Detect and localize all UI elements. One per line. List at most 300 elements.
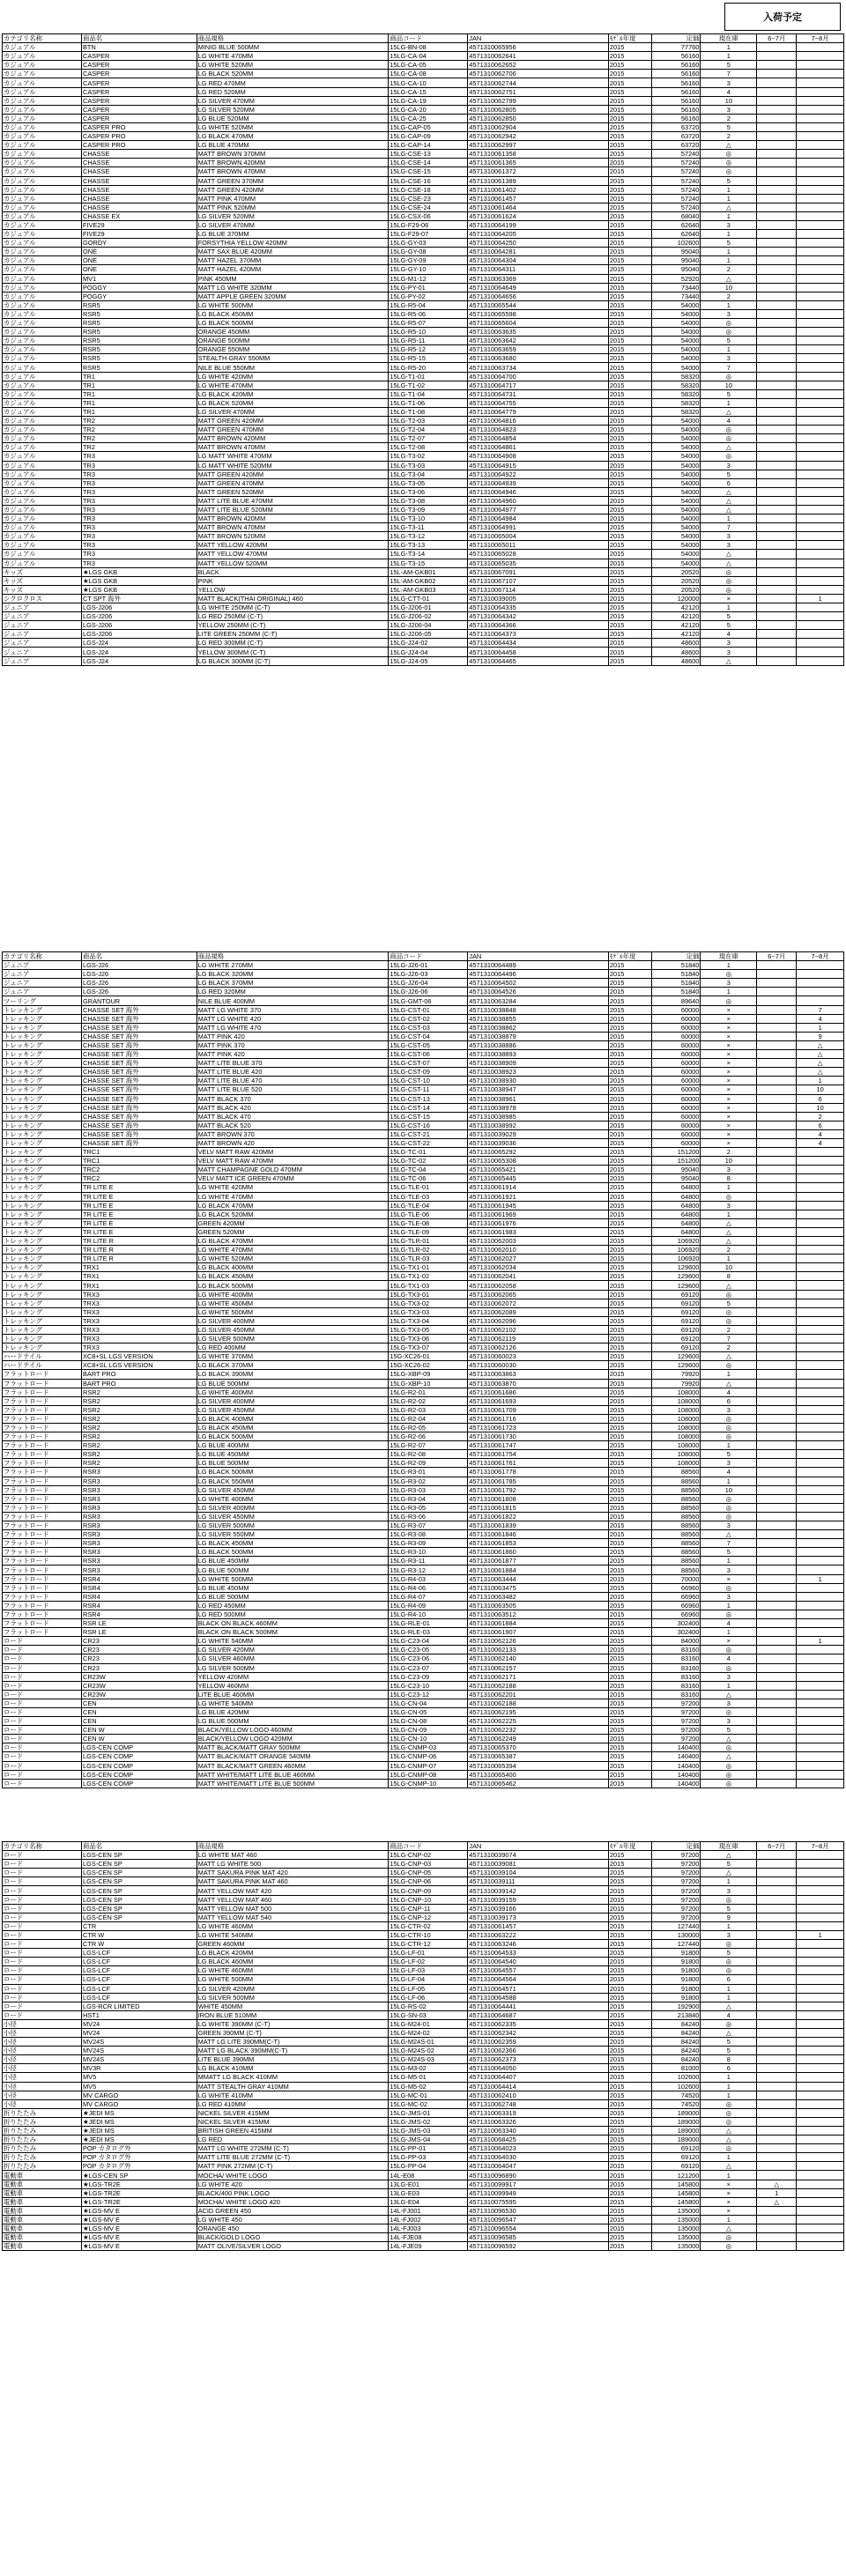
cell-product-name: ★LGS GKB [81,567,197,576]
cell-category: ロード [3,1637,82,1646]
cell-jun-jul [757,1485,797,1494]
cell-jan: 4571310061976 [468,1218,609,1227]
cell-product-name: CHASSE SET 海外 [81,1138,197,1147]
cell-jun-jul [757,1157,797,1166]
cell-model-year: 2015 [608,434,651,443]
cell-product-code: 15LG-CST-05 [389,1040,468,1049]
cell-spec: LG WHITE 250MM (C-T) [197,603,389,612]
cell-jan: 4571310064458 [468,648,609,656]
cell-product-name: RSR3 [81,1548,197,1557]
cell-product-name: CHASSE SET 海外 [81,1014,197,1023]
cell-stock: ◎ [701,1770,757,1779]
cell-product-name: TR2 [81,426,197,434]
cell-category: カジュアル [3,426,82,434]
cell-model-year: 2015 [608,2099,651,2108]
column-header-product-name: 商品名 [81,1842,197,1851]
table-row [3,970,844,979]
inventory-table [2,1841,844,2251]
cell-jun-jul [757,1246,797,1255]
cell-price: 60000 [652,1077,701,1085]
cell-jul-aug [797,150,844,159]
cell-product-name: LGS-LCF [81,1966,197,1975]
cell-jul-aug [797,2038,844,2047]
cell-stock: 1 [701,52,757,61]
cell-spec: MATT BROWN 370MM [197,150,389,159]
cell-product-name: FIVE29 [81,230,197,239]
cell-spec: LG SILVER 450MM [197,1485,389,1494]
cell-spec: MATT APPLE GREEN 320MM [197,292,389,300]
cell-jan: 4571310061877 [468,1557,609,1566]
cell-model-year: 2015 [608,1726,651,1735]
cell-price: 58320 [652,381,701,389]
cell-jun-jul [757,630,797,639]
cell-spec: LG BLACK 500MM [197,1548,389,1557]
cell-category: カジュアル [3,239,82,248]
cell-price: 97200 [652,1699,701,1707]
cell-jun-jul [757,2162,797,2171]
cell-jul-aug [797,1485,844,1494]
cell-model-year: 2015 [608,1477,651,1485]
cell-price: 64800 [652,1192,701,1201]
cell-product-name: RSR2 [81,1405,197,1414]
cell-product-code: 15LG-XBP-09 [389,1370,468,1379]
cell-product-code: 13LG-E01 [389,2180,468,2188]
cell-jul-aug [797,1886,844,1895]
cell-jun-jul [757,1138,797,1147]
column-header-price: 定価 [652,952,701,961]
cell-product-code: 15LG-CSE-16 [389,176,468,185]
cell-jan: 4571310064414 [468,2082,609,2091]
cell-jan: 4571310064502 [468,979,609,988]
column-header-stock: 現在庫 [701,952,757,961]
cell-stock: 2 [701,1148,757,1157]
cell-price: 145800 [652,2180,701,2188]
cell-jun-jul [757,594,797,603]
cell-spec: MATT LG WHITE 500 [197,1860,389,1869]
cell-jan: 4571310067114 [468,585,609,594]
cell-stock: 2 [701,265,757,274]
cell-stock: △ [701,1752,757,1761]
cell-product-code: 15LG-R5-11 [389,337,468,345]
cell-product-name: POP カタログ外 [81,2153,197,2162]
cell-product-name: CEN [81,1707,197,1716]
cell-product-name: TRX3 [81,1299,197,1307]
cell-product-name: CR23W [81,1690,197,1699]
cell-category: カジュアル [3,345,82,354]
cell-stock: × [701,1068,757,1077]
cell-price: 121200 [652,2171,701,2180]
cell-product-code: 15LG-TX1-02 [389,1272,468,1281]
cell-jun-jul [757,452,797,461]
cell-jun-jul [757,1103,797,1112]
cell-category: カジュアル [3,461,82,470]
cell-model-year: 2015 [608,1281,651,1290]
cell-product-name: CHASSE [81,176,197,185]
column-header-jul-aug: 7~8月 [797,1842,844,1851]
table-row [3,328,844,337]
cell-product-name: RSR5 [81,354,197,363]
cell-stock: × [701,1129,757,1138]
cell-stock: × [701,1085,757,1094]
cell-model-year: 2015 [608,2197,651,2206]
cell-product-code: 15LG-GY-09 [389,256,468,265]
cell-price: 91800 [652,1958,701,1966]
cell-product-code: 15LG-CST-04 [389,1032,468,1040]
table-row [3,1886,844,1895]
cell-jan: 4571310064700 [468,372,609,381]
table-row [3,1761,844,1770]
cell-jan: 4571310096890 [468,2171,609,2180]
cell-product-code: 15LG-T3-05 [389,478,468,487]
cell-stock: 5 [701,1450,757,1459]
cell-category: カジュアル [3,443,82,452]
cell-spec: YELLOW [197,585,389,594]
cell-spec: MATT PINK 370 [197,1040,389,1049]
cell-spec: VELV MATT RAW 470MM [197,1157,389,1166]
cell-spec: LG SILVER 450MM [197,1512,389,1521]
cell-spec: LG BLACK 400MM [197,1414,389,1423]
cell-category: ハードテイル [3,1361,82,1370]
cell-product-name: FIVE29 [81,220,197,229]
cell-product-name: RSR3 [81,1468,197,1477]
cell-price: 58320 [652,407,701,416]
cell-model-year: 2015 [608,2215,651,2224]
cell-category: フラットロード [3,1441,82,1450]
cell-product-code: 15LG-R5-04 [389,300,468,309]
cell-category: 小径 [3,2099,82,2108]
cell-model-year: 2015 [608,1005,651,1014]
cell-jan: 4571310064656 [468,292,609,300]
cell-spec: LG BLACK 500MM [197,1468,389,1477]
cell-model-year: 2015 [608,1361,651,1370]
cell-stock: 1 [701,300,757,309]
cell-jun-jul [757,337,797,345]
cell-product-name: MV24 [81,2028,197,2037]
cell-stock: × [701,1005,757,1014]
cell-product-code: 15LG-JMS-03 [389,2127,468,2136]
cell-category: カジュアル [3,141,82,150]
table-row [3,2180,844,2188]
cell-category: カジュアル [3,43,82,52]
cell-stock: ◎ [701,970,757,979]
cell-category: トレッキング [3,1344,82,1352]
table-row [3,1388,844,1396]
cell-spec: LG BLACK 420MM [197,1949,389,1958]
cell-product-name: LGS-CEN SP [81,1877,197,1886]
cell-category: ロード [3,1726,82,1735]
cell-jun-jul [757,328,797,337]
cell-model-year: 2015 [608,2206,651,2215]
cell-jul-aug: 6 [797,1094,844,1103]
cell-category: フラットロード [3,1512,82,1521]
inventory-table [2,951,844,1788]
cell-spec: MATT WHITE/MATT LITE BLUE 460MM [197,1770,389,1779]
cell-product-code: 15LG-J24-04 [389,648,468,656]
cell-product-name: TR LITE R [81,1246,197,1255]
cell-stock: 5 [701,1299,757,1307]
cell-jul-aug [797,1512,844,1521]
cell-jun-jul [757,1681,797,1690]
cell-jan: 4571310061402 [468,185,609,194]
cell-jul-aug [797,621,844,630]
cell-category: トレッキング [3,1138,82,1147]
cell-spec: LG WHITE 370MM [197,1352,389,1361]
cell-model-year: 2015 [608,1352,651,1361]
cell-price: 213840 [652,2010,701,2019]
cell-product-code: 15LG-R4-03 [389,1574,468,1583]
cell-category: トレッキング [3,1166,82,1174]
cell-product-code: 15LG-SN-03 [389,2010,468,2019]
cell-category: カジュアル [3,354,82,363]
cell-product-name: CR23W [81,1672,197,1681]
cell-model-year: 2015 [608,1913,651,1921]
cell-jan: 4571310038961 [468,1094,609,1103]
cell-stock: △ [701,1227,757,1236]
cell-product-name: CTR W [81,1930,197,1939]
table-row [3,2082,844,2091]
cell-product-code: 15LG-GMT-06 [389,996,468,1005]
cell-category: カジュアル [3,559,82,567]
cell-jul-aug [797,363,844,372]
cell-category: トレッキング [3,1121,82,1129]
cell-stock: ◎ [701,996,757,1005]
table-row [3,426,844,434]
cell-price: 64800 [652,1210,701,1218]
cell-model-year: 2015 [608,2047,651,2055]
cell-stock: ◎ [701,1414,757,1423]
cell-price: 83160 [652,1646,701,1654]
cell-spec: LG BLACK 520MM [197,398,389,407]
cell-jan: 4571310067091 [468,567,609,576]
cell-price: 89640 [652,996,701,1005]
cell-jun-jul [757,141,797,150]
cell-price: 54000 [652,354,701,363]
cell-category: 折りたたみ [3,2144,82,2153]
cell-stock: ◎ [701,319,757,328]
table-row [3,1005,844,1014]
cell-product-name: CHASSE SET 海外 [81,1032,197,1040]
cell-jul-aug [797,1325,844,1334]
cell-jul-aug [797,274,844,283]
cell-model-year: 2015 [608,461,651,470]
cell-jun-jul [757,2055,797,2064]
cell-jan: 4571310062140 [468,1654,609,1663]
cell-spec: MATT BLACK 520 [197,1121,389,1129]
cell-jan: 4571310062748 [468,2099,609,2108]
cell-spec: GREEN 460MM [197,1940,389,1949]
cell-jul-aug [797,1601,844,1610]
cell-category: トレッキング [3,1068,82,1077]
cell-product-code: 15LG-CNMP-03 [389,1743,468,1752]
cell-model-year: 2015 [608,1103,651,1112]
cell-category: ジュニア [3,961,82,970]
cell-price: 56160 [652,96,701,105]
table-row [3,300,844,309]
cell-model-year: 2015 [608,1432,651,1441]
cell-product-code: 15LG-T3-09 [389,505,468,514]
cell-price: 62640 [652,230,701,239]
cell-stock: 3 [701,220,757,229]
cell-jul-aug [797,2206,844,2215]
cell-jul-aug [797,2019,844,2028]
cell-product-code: 15LG-GY-08 [389,248,468,256]
cell-stock: ◎ [701,2144,757,2153]
cell-price: 74520 [652,2099,701,2108]
cell-product-code: 15LG-XBP-10 [389,1379,468,1388]
cell-jun-jul [757,372,797,381]
cell-stock: 1 [701,1601,757,1610]
cell-jun-jul [757,1512,797,1521]
cell-jun-jul [757,1530,797,1539]
cell-product-code: 15LG-CNMP-08 [389,1770,468,1779]
cell-jan: 4571310062089 [468,1307,609,1316]
cell-price: 57240 [652,176,701,185]
cell-price: 88560 [652,1557,701,1566]
cell-product-name: RSR5 [81,337,197,345]
cell-product-code: 15LG-GY-03 [389,239,468,248]
cell-product-code: 15LG-CST-09 [389,1068,468,1077]
cell-stock: 2 [701,1325,757,1334]
cell-price: 54000 [652,478,701,487]
cell-product-name: CTR W [81,1940,197,1949]
cell-jun-jul [757,2233,797,2242]
cell-model-year: 2015 [608,1396,651,1405]
cell-product-name: RSR3 [81,1530,197,1539]
cell-stock: 3 [701,1566,757,1574]
cell-price: 60000 [652,1138,701,1147]
cell-jan: 4571310065604 [468,319,609,328]
cell-jun-jul [757,1913,797,1921]
cell-jan: 4571310064434 [468,639,609,648]
cell-price: 63720 [652,132,701,141]
cell-jan: 4571310038992 [468,1121,609,1129]
cell-category: フラットロード [3,1592,82,1601]
cell-product-name: TR3 [81,559,197,567]
cell-jul-aug [797,559,844,567]
cell-stock: 4 [701,1619,757,1628]
table-row [3,1263,844,1272]
cell-stock: 3 [701,461,757,470]
cell-model-year: 2015 [608,337,651,345]
cell-product-code: 15LG-TLE-08 [389,1218,468,1227]
cell-product-name: MV CARGO [81,2091,197,2099]
table-row [3,1681,844,1690]
cell-product-name: ONE [81,265,197,274]
cell-product-name: ★LGS-MV E [81,2242,197,2251]
cell-stock: 5 [701,1548,757,1557]
table-row [3,1735,844,1743]
cell-jul-aug [797,132,844,141]
cell-product-name: LGS-CEN SP [81,1886,197,1895]
table-row [3,1138,844,1147]
cell-product-name: CHASSE SET 海外 [81,1005,197,1014]
cell-price: 66960 [652,1583,701,1592]
cell-spec: LG BLACK 400MM [197,1263,389,1272]
cell-jun-jul [757,487,797,496]
cell-category: カジュアル [3,185,82,194]
column-header-model-year: ﾓﾃﾞﾙ年度 [608,34,651,43]
cell-jul-aug [797,478,844,487]
cell-stock: 4 [701,87,757,96]
table-row [3,1450,844,1459]
table-row [3,1379,844,1388]
cell-product-code: 15LG-R4-09 [389,1601,468,1610]
table-row [3,2162,844,2171]
cell-price: 42120 [652,612,701,621]
cell-product-code: 15LG-T3-11 [389,523,468,532]
cell-jul-aug [797,1557,844,1566]
table-row [3,487,844,496]
cell-product-name: CR23 [81,1663,197,1672]
cell-price: 69120 [652,1325,701,1334]
cell-price: 54000 [652,496,701,505]
cell-product-code: 14L-FJE08 [389,2233,468,2242]
cell-jun-jul [757,1307,797,1316]
cell-category: トレッキング [3,1210,82,1218]
cell-price: 88560 [652,1566,701,1574]
cell-category: カジュアル [3,230,82,239]
cell-product-code: 15LG-TLE-04 [389,1201,468,1210]
cell-model-year: 2015 [608,1405,651,1414]
cell-product-name: TRX1 [81,1281,197,1290]
cell-stock: △ [701,1281,757,1290]
cell-model-year: 2015 [608,532,651,541]
cell-spec: MATT LITE BLUE 272MM (C-T) [197,2153,389,2162]
cell-spec: BLACK ON BLACK 460MM [197,1619,389,1628]
cell-jan: 4571310061969 [468,1210,609,1218]
cell-spec: BRITISH GREEN 415MM [197,2127,389,2136]
cell-spec: LG BLACK 460MM [197,1958,389,1966]
cell-product-name: CASPER PRO [81,122,197,131]
cell-jul-aug [797,61,844,70]
cell-jul-aug [797,2064,844,2073]
table-row [3,2047,844,2055]
cell-spec: MATT LG WHITE 272MM (C-T) [197,2144,389,2153]
cell-jun-jul [757,1940,797,1949]
cell-jun-jul [757,1566,797,1574]
cell-model-year: 2015 [608,1949,651,1958]
cell-model-year: 2015 [608,52,651,61]
cell-spec: LG BLUE 500MM [197,1459,389,1468]
cell-price: 60000 [652,1094,701,1103]
cell-price: 51840 [652,970,701,979]
cell-category: ロード [3,1930,82,1939]
cell-category: トレッキング [3,1059,82,1068]
cell-product-name: LGS-LCF [81,1975,197,1984]
cell-jun-jul [757,1414,797,1423]
cell-stock: 1 [701,988,757,996]
cell-spec: MATT BROWN 420MM [197,434,389,443]
cell-spec: MATT BLACK 420 [197,1103,389,1112]
cell-model-year: 2015 [608,122,651,131]
cell-model-year: 2015 [608,185,651,194]
sheet-section-1 [2,33,844,666]
cell-price: 129600 [652,1361,701,1370]
cell-product-code: 15LG-CST-10 [389,1077,468,1085]
cell-category: カジュアル [3,248,82,256]
cell-jan: 4571310064571 [468,1984,609,1993]
cell-product-name: TRX3 [81,1307,197,1316]
cell-stock: 1 [701,345,757,354]
cell-price: 140400 [652,1779,701,1788]
cell-product-code: 15LG-CA-25 [389,114,468,122]
cell-jun-jul [757,150,797,159]
cell-model-year: 2015 [608,1059,651,1068]
cell-model-year: 2015 [608,1869,651,1877]
cell-jan: 4571310061686 [468,1388,609,1396]
cell-model-year: 2015 [608,78,651,87]
cell-product-name: LGS-CEN COMP [81,1770,197,1779]
